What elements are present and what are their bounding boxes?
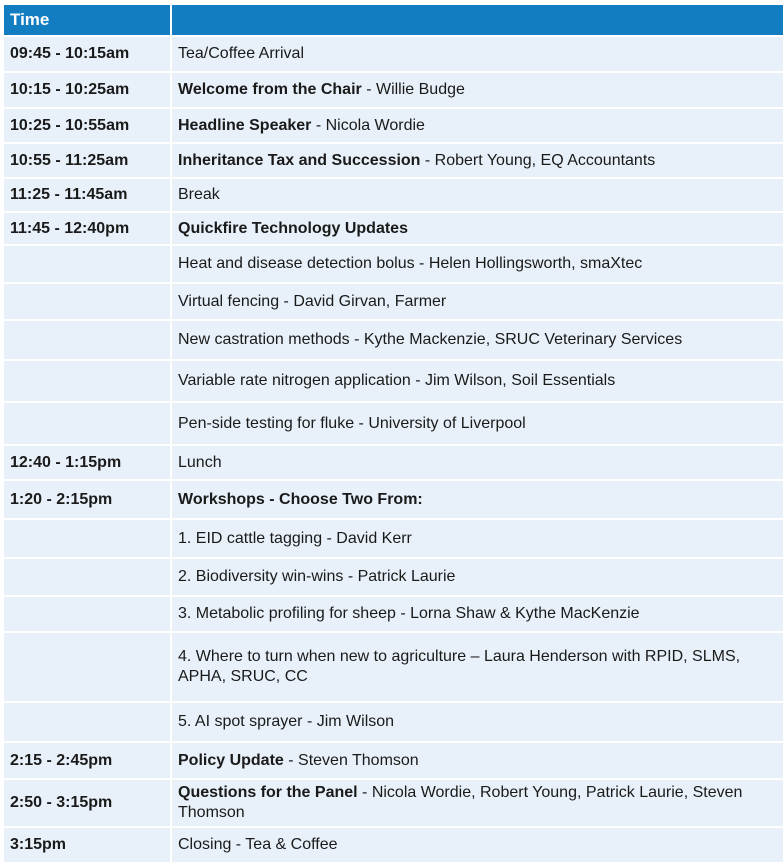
session-detail: Lunch: [178, 453, 222, 471]
table-row: [4, 743, 783, 780]
session-detail: 4. Where to turn when new to agriculture – Laura Henderson with RPID, SLMS, APHA, SRUC, CC: [178, 648, 741, 685]
session-time: [4, 361, 172, 403]
session-detail: Pen-side testing for fluke - University of Liverpool: [178, 414, 526, 432]
session-detail: Variable rate nitrogen application - Jim Wilson, Soil Essentials: [178, 372, 616, 389]
session-detail: - Nicola Wordie: [311, 116, 425, 134]
session-description: [172, 37, 783, 73]
session-time: 09:45 - 10:15am: [4, 37, 172, 73]
session-time: 12:40 - 1:15pm: [4, 446, 172, 481]
session-time: [4, 633, 172, 703]
session-description: [172, 246, 783, 284]
table-row: [4, 780, 783, 828]
session-time: 11:45 - 12:40pm: [4, 213, 172, 246]
table-row: [4, 213, 783, 246]
session-description: [172, 109, 783, 144]
session-detail: - Nicola Wordie, Robert Young, Patrick Laurie, Steven Thomson: [178, 784, 743, 821]
session-time: [4, 597, 172, 633]
session-description: [172, 403, 783, 446]
session-detail: Heat and disease detection bolus - Helen Hollingsworth, smaXtec: [178, 255, 643, 272]
session-time: 10:25 - 10:55am: [4, 109, 172, 144]
agenda-table: [4, 5, 783, 864]
table-row: [4, 284, 783, 321]
table-row: [4, 597, 783, 633]
table-row: [4, 73, 783, 109]
session-time: 10:55 - 11:25am: [4, 144, 172, 179]
session-detail: Virtual fencing - David Girvan, Farmer: [178, 292, 447, 310]
table-row: [4, 559, 783, 597]
session-detail: 5. AI spot sprayer - Jim Wilson: [178, 713, 395, 730]
session-description: [172, 703, 783, 743]
session-detail: 2. Biodiversity win-wins - Patrick Laurie: [178, 568, 456, 585]
session-description: [172, 559, 783, 597]
session-detail: Tea/Coffee Arrival: [178, 45, 304, 62]
session-detail: - Steven Thomson: [283, 751, 419, 769]
session-detail: Closing - Tea & Coffee: [178, 836, 338, 853]
session-description: [172, 481, 783, 520]
table-row: [4, 828, 783, 864]
session-description: [172, 213, 783, 246]
table-row: [4, 481, 783, 520]
table-row: [4, 246, 783, 284]
session-description: [172, 743, 783, 780]
session-description: [172, 597, 783, 633]
session-time: 11:25 - 11:45am: [4, 179, 172, 213]
table-row: [4, 520, 783, 559]
table-row: [4, 144, 783, 179]
session-detail: Break: [178, 186, 220, 203]
session-description: [172, 179, 783, 213]
session-title: Questions for the Panel: [178, 784, 358, 801]
session-title: Workshops - Choose Two From:: [178, 490, 423, 508]
header-time: Time: [4, 5, 172, 37]
session-description: [172, 780, 783, 828]
session-detail: - Willie Budge: [361, 81, 465, 98]
session-title: Headline Speaker: [178, 116, 312, 134]
session-detail: - Robert Young, EQ Accountants: [420, 151, 656, 169]
table-row: [4, 703, 783, 743]
session-time: 10:15 - 10:25am: [4, 73, 172, 109]
session-description: [172, 446, 783, 481]
table-body: [4, 37, 783, 864]
session-detail: 3. Metabolic profiling for sheep - Lorna Shaw & Kythe MacKenzie: [178, 605, 640, 622]
session-time: [4, 559, 172, 597]
session-time: 1:20 - 2:15pm: [4, 481, 172, 520]
session-title: Inheritance Tax and Succession: [178, 151, 421, 169]
session-time: [4, 284, 172, 321]
session-description: [172, 284, 783, 321]
session-description: [172, 520, 783, 559]
table-row: [4, 361, 783, 403]
session-time: [4, 703, 172, 743]
table-row: [4, 403, 783, 446]
session-description: [172, 361, 783, 403]
session-time: 3:15pm: [4, 828, 172, 864]
session-description: [172, 321, 783, 361]
session-description: [172, 828, 783, 864]
session-detail: 1. EID cattle tagging - David Kerr: [178, 529, 412, 547]
session-detail: New castration methods - Kythe Mackenzie, SRUC Veterinary Services: [178, 331, 683, 348]
session-title: Policy Update: [178, 751, 284, 769]
session-time: 2:50 - 3:15pm: [4, 780, 172, 828]
table-row: [4, 109, 783, 144]
session-title: Welcome from the Chair: [178, 81, 362, 98]
session-description: [172, 144, 783, 179]
table-row: [4, 321, 783, 361]
table-row: [4, 179, 783, 213]
session-time: [4, 321, 172, 361]
table-row: [4, 446, 783, 481]
session-time: [4, 403, 172, 446]
session-time: [4, 520, 172, 559]
session-time: [4, 246, 172, 284]
table-row: [4, 37, 783, 73]
header-description: [172, 5, 783, 37]
session-description: [172, 633, 783, 703]
table-row: [4, 633, 783, 703]
session-title: Quickfire Technology Updates: [178, 219, 408, 237]
session-time: 2:15 - 2:45pm: [4, 743, 172, 780]
table-header: [4, 5, 783, 37]
session-description: [172, 73, 783, 109]
